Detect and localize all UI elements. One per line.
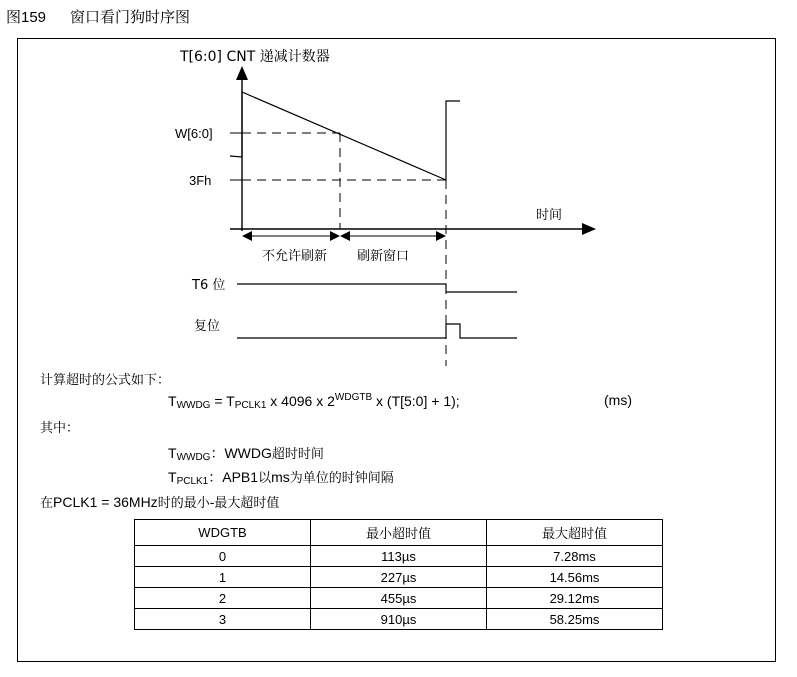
header-min-timeout: 最小超时值 bbox=[311, 520, 487, 546]
table-row bbox=[135, 609, 663, 630]
refresh-window-arrow-left bbox=[340, 231, 350, 241]
def2-text-b: 以 bbox=[258, 471, 272, 486]
refresh-window-label: 刷新窗口 bbox=[357, 249, 410, 264]
no-refresh-arrow-right bbox=[330, 231, 340, 241]
def2-text-d: 为单位的时钟间隔 bbox=[289, 471, 394, 486]
def2-text-c: ms bbox=[271, 469, 290, 485]
formula-tail: x (T[5:0] + 1); bbox=[372, 393, 460, 409]
table-row bbox=[135, 588, 663, 609]
def1-symbol: T bbox=[168, 445, 177, 461]
refresh-window-arrow-right bbox=[436, 231, 446, 241]
cell-wdgtb: 1 bbox=[135, 567, 311, 588]
cell-max: 14.56ms bbox=[487, 567, 663, 588]
where-label: 其中： bbox=[40, 421, 80, 436]
table-title-e: 最大超时值 bbox=[214, 496, 280, 511]
formula-exponent: WDGTB bbox=[334, 392, 373, 403]
cell-max: 29.12ms bbox=[487, 588, 663, 609]
timeout-table bbox=[134, 519, 663, 630]
def2-sep: ： bbox=[208, 470, 223, 486]
def2-symbol: T bbox=[168, 469, 177, 485]
figure-number: 图159 bbox=[6, 9, 47, 26]
reset-label: 复位 bbox=[194, 319, 221, 334]
cell-min: 910µs bbox=[311, 609, 487, 630]
table-title-c: 时的最小 bbox=[157, 496, 210, 511]
counter-ramp bbox=[230, 92, 460, 180]
table-row bbox=[135, 567, 663, 588]
table-title-d: - bbox=[209, 494, 215, 510]
def2-sub: PCLK1 bbox=[176, 476, 209, 487]
y-axis-arrowhead bbox=[236, 66, 248, 80]
cell-min: 455µs bbox=[311, 588, 487, 609]
definition-tpclk1 bbox=[168, 467, 394, 487]
formula-mid: x 4096 x 2 bbox=[266, 393, 335, 409]
cell-min: 113µs bbox=[311, 546, 487, 567]
formula-lhs-sub: WWDG bbox=[176, 400, 211, 411]
formula-pclk-sub: PCLK1 bbox=[234, 400, 267, 411]
cell-max: 58.25ms bbox=[487, 609, 663, 630]
y-axis-label: T[6:0] CNT 递减计数器 bbox=[180, 49, 330, 65]
formula-intro: 计算超时的公式如下： bbox=[40, 373, 171, 388]
t6-bit-waveform bbox=[237, 284, 517, 292]
def1-sub: WWDG bbox=[176, 452, 211, 463]
figure-title: 窗口看门狗时序图 bbox=[70, 8, 191, 26]
timeout-formula bbox=[168, 392, 460, 411]
definition-twwdg bbox=[168, 443, 324, 463]
x-axis-label: 时间 bbox=[536, 208, 563, 223]
w-level-label: W[6:0] bbox=[175, 126, 213, 141]
cell-wdgtb: 3 bbox=[135, 609, 311, 630]
reset-waveform bbox=[237, 324, 517, 338]
header-wdgtb: WDGTB bbox=[135, 520, 311, 546]
cell-min: 227µs bbox=[311, 567, 487, 588]
3fh-level-label: 3Fh bbox=[189, 173, 212, 188]
table-row bbox=[135, 546, 663, 567]
header-max-timeout: 最大超时值 bbox=[487, 520, 663, 546]
cell-max: 7.28ms bbox=[487, 546, 663, 567]
cell-wdgtb: 2 bbox=[135, 588, 311, 609]
no-refresh-label: 不允许刷新 bbox=[262, 249, 328, 264]
def2-text-a: APB1 bbox=[222, 469, 259, 485]
formula-unit: (ms) bbox=[604, 392, 632, 408]
formula-eq: = T bbox=[210, 393, 235, 409]
def1-sep: ： bbox=[210, 446, 225, 462]
no-refresh-arrow-left bbox=[242, 231, 252, 241]
t6-bit-label: T6 位 bbox=[192, 278, 226, 293]
table-title-a: 在 bbox=[40, 496, 54, 511]
def1-text-a: WWDG bbox=[224, 445, 272, 461]
cell-wdgtb: 0 bbox=[135, 546, 311, 567]
def1-text-b: 超时时间 bbox=[271, 447, 324, 462]
table-title bbox=[40, 492, 279, 511]
x-axis-arrowhead bbox=[582, 223, 596, 235]
formula-lhs: T bbox=[168, 393, 177, 409]
table-title-b: PCLK1 = 36MHz bbox=[53, 494, 158, 510]
table-header-row bbox=[135, 520, 663, 546]
